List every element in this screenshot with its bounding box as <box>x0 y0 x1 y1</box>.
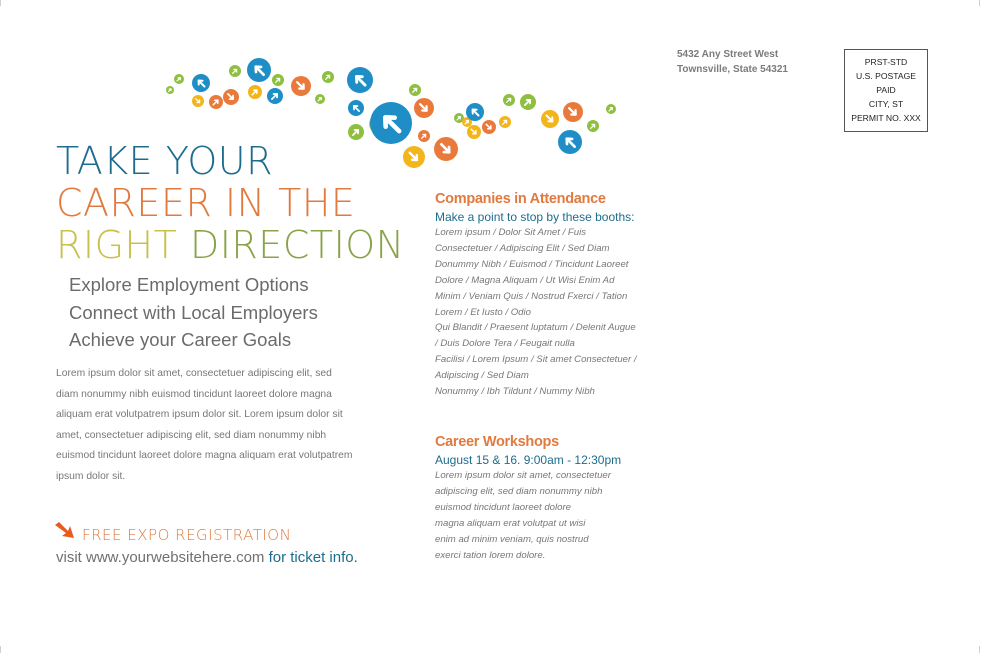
arrow-circle-icon <box>563 102 583 122</box>
companies-line: Donummy Nibh / Euismod / Tincidunt Laoreet <box>435 258 629 270</box>
workshops-section <box>435 434 665 563</box>
arrow-circle-icon <box>229 65 241 77</box>
arrow-circle-icon <box>166 86 174 94</box>
headline-line-2: CAREER IN THE <box>56 181 356 225</box>
postage-line: CITY, ST <box>868 99 904 109</box>
crop-mark <box>0 646 1 653</box>
arrow-circle-icon <box>467 125 481 139</box>
arrow-circle-icon <box>267 88 283 104</box>
arrow-circle-icon <box>606 104 616 114</box>
arrow-circle-icon <box>499 116 511 128</box>
arrow-circle-icon <box>347 67 373 93</box>
arrow-circle-icon <box>587 120 599 132</box>
arrow-circle-icon <box>209 95 223 109</box>
companies-section <box>435 191 665 400</box>
body-line: aliquam erat volutpatrem ipsum dolor sit. Lorem ipsum dolor sit <box>56 409 343 420</box>
bullet-item: Connect with Local Employers <box>69 301 318 323</box>
companies-line: Adipiscing / Sed Diam <box>435 370 529 382</box>
arrow-circle-icon <box>291 76 311 96</box>
companies-line: Lorem ipsum / Dolor Sit Amet / Fuis <box>435 227 587 238</box>
arrow-circle-icon <box>370 102 412 144</box>
crop-mark <box>0 0 1 6</box>
workshops-subtitle: August 15 & 16. 9:00am - 12:30pm <box>435 453 622 467</box>
headline-line-1: TAKE YOUR <box>56 139 274 183</box>
companies-title: Companies in Attendance <box>435 191 606 207</box>
arrow-circle-icon <box>248 85 262 99</box>
arrow-circle-icon <box>403 146 425 168</box>
arrow-circle-icon <box>192 74 210 92</box>
postage-line: PERMIT NO. XXX <box>851 113 921 123</box>
arrow-circle-icon <box>247 58 271 82</box>
return-address <box>677 47 788 77</box>
workshops-text <box>435 468 665 563</box>
workshops-line: euismod tincidunt laoreet dolore <box>435 501 571 513</box>
arrow-circle-icon <box>541 110 559 128</box>
companies-line: Minim / Veniam Quis / Nostrud Fxerci / Tation <box>435 290 628 302</box>
arrow-circle-icon <box>174 74 184 84</box>
bullet-list <box>69 271 318 354</box>
workshops-line: magna aliquam erat volutpat ut wisi <box>435 517 586 529</box>
arrow-circle-icon <box>466 103 484 121</box>
companies-line: Qui Blandit / Praesent luptatum / Delenit Augue <box>435 322 636 334</box>
ticket-info: for ticket info. <box>268 549 358 566</box>
arrow-circle-icon <box>482 120 496 134</box>
address-line: 5432 Any Street West <box>677 49 779 60</box>
crop-mark <box>979 0 980 6</box>
arrow-circle-icon <box>503 94 515 106</box>
arrow-circle-icon <box>434 137 458 161</box>
postage-line: PAID <box>876 85 896 95</box>
companies-subtitle: Make a point to stop by these booths: <box>435 210 635 224</box>
workshops-line: adipiscing elit, sed diam nonummy nibh <box>435 485 603 497</box>
body-line: amet, consectetuer adipiscing elit, sed diam nonummy nibh <box>56 429 327 441</box>
headline <box>56 140 405 266</box>
companies-list <box>435 225 665 400</box>
workshops-title: Career Workshops <box>435 434 559 450</box>
website-url[interactable]: visit www.yourwebsitehere.com <box>56 549 265 566</box>
arrow-circle-icon <box>414 98 434 118</box>
arrow-circle-icon <box>409 84 421 96</box>
postage-line: U.S. POSTAGE <box>855 71 916 81</box>
body-line: Lorem ipsum dolor sit amet, consectetuer adipiscing elit, sed <box>56 368 332 379</box>
postage-indicia <box>844 49 928 132</box>
companies-line: Consectetuer / Adipiscing Elit / Sed Diam <box>435 242 610 254</box>
arrow-circle-icon <box>520 94 536 110</box>
registration-url <box>56 549 358 566</box>
body-line: diam nonummy nibh euismod tincidunt laoreet dolore magna <box>56 388 332 400</box>
arrow-circle-icon <box>322 71 334 83</box>
arrow-circle-icon <box>315 94 325 104</box>
address-line: Townsville, State 54321 <box>677 64 788 75</box>
arrow-circle-icon <box>272 74 284 86</box>
arrow-circle-icon <box>223 89 239 105</box>
companies-line: Lorem / Et Iusto / Odio <box>435 306 531 318</box>
arrow-circle-icon <box>348 100 364 116</box>
companies-line: Dolore / Magna Aliquam / Ut Wisi Enim Ad <box>435 274 615 286</box>
workshops-line: Lorem ipsum dolor sit amet, consectetuer <box>435 470 611 481</box>
bullet-item: Explore Employment Options <box>69 274 309 295</box>
body-line: ipsum dolor sit. <box>56 470 126 482</box>
body-paragraph <box>56 364 374 487</box>
workshops-line: exerci tation lorem dolore. <box>435 549 546 561</box>
bullet-item: Achieve your Career Goals <box>69 329 292 350</box>
arrow-circle-icon <box>192 95 204 107</box>
registration-title: FREE EXPO REGISTRATION <box>82 526 292 544</box>
headline-word-right: RIGHT <box>56 223 178 267</box>
arrow-circle-icon <box>348 124 364 140</box>
arrow-circle-icon <box>418 130 430 142</box>
companies-line: / Duis Dolore Tera / Feugait nulla <box>435 338 575 350</box>
workshops-line: enim ad minim veniam, quis nostrud <box>435 533 589 545</box>
postage-line: PRST-STD <box>864 57 908 67</box>
arrow-circle-icon <box>558 130 582 154</box>
headline-word-direction: DIRECTION <box>189 223 405 267</box>
body-line: euismod tincidunt laoreet dolore magna aliquam erat volutpatrem <box>56 450 353 461</box>
companies-line: Nonummy / Ibh Tildunt / Nummy Nibh <box>435 386 595 398</box>
arrow-down-right-icon <box>54 522 76 542</box>
crop-mark <box>979 646 980 653</box>
companies-line: Facilisi / Lorem Ipsum / Sit amet Consectetuer / <box>435 354 637 366</box>
headline-line-3 <box>56 224 405 266</box>
